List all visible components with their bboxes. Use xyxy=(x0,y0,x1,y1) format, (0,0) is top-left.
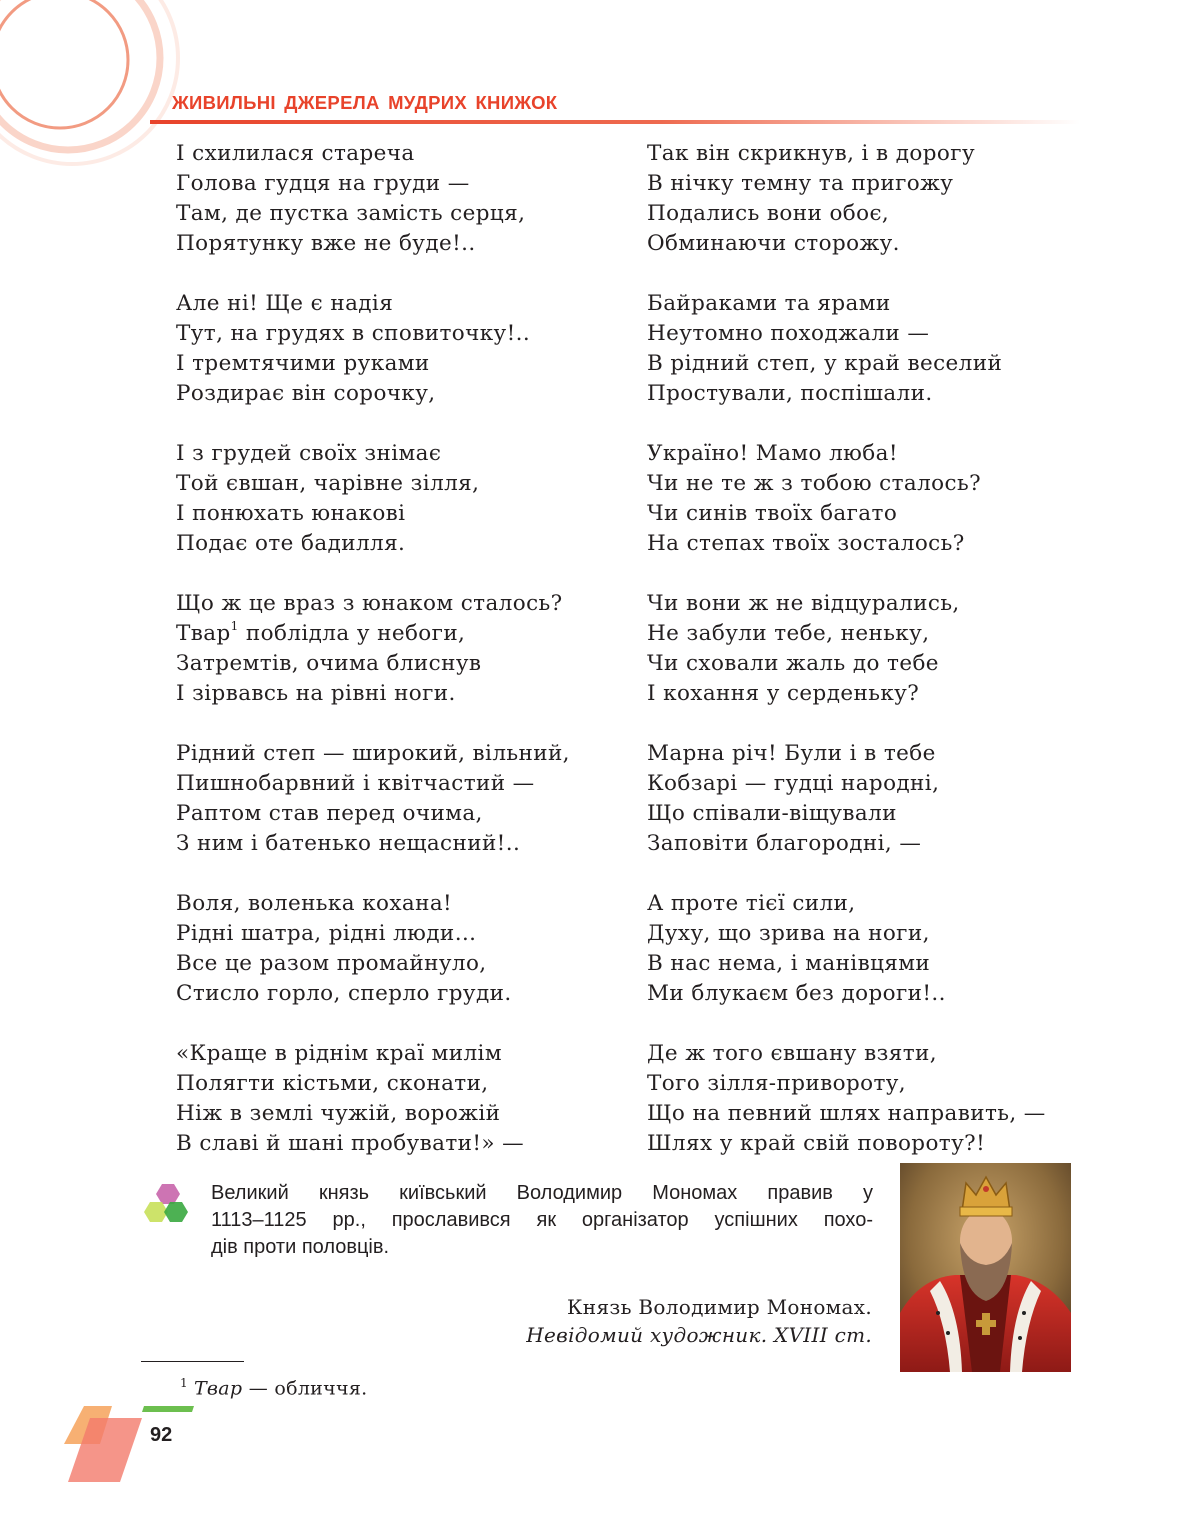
stanza xyxy=(176,139,626,259)
poem-line: Заповіти благородні, — xyxy=(647,831,922,856)
poem-line: Марна річ! Були і в тебе xyxy=(647,741,936,766)
poem-line: В славі й шані пробувати!» — xyxy=(176,1131,525,1156)
poem-line: Україно! Мамо люба! xyxy=(647,441,898,466)
poem-line: І кохання у серденьку? xyxy=(647,681,920,706)
poem-line: Воля, воленька кохана! xyxy=(176,891,453,916)
poem-line: В нас нема, і манівцями xyxy=(647,951,931,976)
stanza xyxy=(176,589,626,709)
poem-column-left xyxy=(176,139,626,1189)
poem-line: Подались вони обоє, xyxy=(647,201,890,226)
poem-line: На степах твоїх зосталось? xyxy=(647,531,965,556)
footnote-number: 1 xyxy=(180,1376,188,1390)
poem-line: Духу, що зрива на ноги, xyxy=(647,921,930,946)
note-line: 1113–1125 рр., прославився як організатор успішних похо- xyxy=(211,1209,873,1231)
poem-line: Подає оте бадилля. xyxy=(176,531,406,556)
footnote-definition: — обличчя. xyxy=(242,1377,368,1400)
poem-line: І з грудей своїх знімає xyxy=(176,441,442,466)
poem-line: Байраками та ярами xyxy=(647,291,891,316)
stanza xyxy=(176,739,626,859)
poem-line: В нічку темну та пригожу xyxy=(647,171,954,196)
poem-line: Але ні! Ще є надія xyxy=(176,291,394,316)
poem-line-rest: поблідла у небоги, xyxy=(238,621,466,646)
header-arc-decoration xyxy=(0,0,200,170)
poem-line: Того зілля-привороту, xyxy=(647,1071,907,1096)
poem-line: Так він скрикнув, і в дорогу xyxy=(647,141,975,166)
note-line: Великий князь київський Володимир Мономах правив у xyxy=(211,1182,873,1204)
poem-line: В рідний степ, у край веселий xyxy=(647,351,1003,376)
poem-line: Шлях у край свій повороту?! xyxy=(647,1131,986,1156)
hexagon-cluster-icon xyxy=(140,1182,206,1230)
footnoted-word: Твар xyxy=(176,621,231,646)
poem-line: Порятунку вже не буде!.. xyxy=(176,231,476,256)
poem-line: Пишнобарвний і квітчастий — xyxy=(176,771,535,796)
poem-line: «Краще в ріднім краї милім xyxy=(176,1041,502,1066)
poem-line: А проте тієї сили, xyxy=(647,891,856,916)
poem-line: З ним і батенько нещасний!.. xyxy=(176,831,521,856)
stanza xyxy=(647,1039,1097,1159)
poem-column-right xyxy=(647,139,1097,1189)
footnote-rule xyxy=(141,1361,244,1362)
poem-line: Тут, на грудях в сповиточку!.. xyxy=(176,321,531,346)
history-note xyxy=(211,1180,873,1261)
poem-line: І понюхать юнакові xyxy=(176,501,406,526)
stanza xyxy=(176,289,626,409)
poem-line: Там, де пустка замість серця, xyxy=(176,201,526,226)
caption-title: Князь Володимир Мономах. xyxy=(567,1295,872,1319)
footnote xyxy=(180,1370,368,1401)
poem-line: Ніж в землі чужій, ворожій xyxy=(176,1101,501,1126)
poem-line: Стисло горло, сперло груди. xyxy=(176,981,512,1006)
poem-line: Раптом став перед очима, xyxy=(176,801,483,826)
poem-line: Ми блукаєм без дороги!.. xyxy=(647,981,946,1006)
poem-line: Кобзарі — гудці народні, xyxy=(647,771,940,796)
poem-line: Той євшан, чарівне зілля, xyxy=(176,471,480,496)
poem-line: Неутомно походжали — xyxy=(647,321,930,346)
footnote-term: Твар xyxy=(193,1377,243,1400)
stanza xyxy=(647,139,1097,259)
stanza xyxy=(647,889,1097,1009)
poem-line: Обминаючи сторожу. xyxy=(647,231,900,256)
poem-line: Чи не те ж з тобою сталось? xyxy=(647,471,982,496)
portrait-caption xyxy=(420,1293,872,1349)
poem-line: Що співали-віщували xyxy=(647,801,897,826)
stanza xyxy=(176,439,626,559)
poem-line: Простували, поспішали. xyxy=(647,381,933,406)
poem-line: І схилилася стареча xyxy=(176,141,415,166)
note-line: дів проти половців. xyxy=(211,1236,390,1258)
poem-line: Чи синів твоїх багато xyxy=(647,501,898,526)
poem-line-with-footnote xyxy=(176,619,626,649)
poem-line: І тремтячими руками xyxy=(176,351,430,376)
stanza xyxy=(647,439,1097,559)
stanza xyxy=(176,1039,626,1159)
poem-line: І зірвавсь на рівні ноги. xyxy=(176,681,456,706)
poem-line: Затремтів, очима блиснув xyxy=(176,651,482,676)
poem-line: Все це разом промайнуло, xyxy=(176,951,487,976)
stanza xyxy=(647,289,1097,409)
header-rule xyxy=(150,120,1080,124)
page-number: 92 xyxy=(150,1424,173,1446)
poem-line: Рідні шатра, рідні люди… xyxy=(176,921,477,946)
stanza xyxy=(647,739,1097,859)
poem-line: Що на певний шлях направить, — xyxy=(647,1101,1046,1126)
monarch-portrait xyxy=(900,1163,1071,1372)
section-header: ЖИВИЛЬНІ ДЖЕРЕЛА МУДРИХ КНИЖОК xyxy=(172,92,558,113)
page-corner-decoration xyxy=(60,1400,200,1485)
caption-credit: Невідомий художник. XVIII ст. xyxy=(526,1323,872,1347)
stanza xyxy=(176,889,626,1009)
stanza xyxy=(647,589,1097,709)
poem-line: Голова гудця на груди — xyxy=(176,171,470,196)
poem-line: Не забули тебе, неньку, xyxy=(647,621,930,646)
poem-line: Чи сховали жаль до тебе xyxy=(647,651,939,676)
poem-line: Рідний степ — широкий, вільний, xyxy=(176,741,570,766)
poem-line: Що ж це враз з юнаком сталось? xyxy=(176,591,563,616)
poem-line: Чи вони ж не відцурались, xyxy=(647,591,960,616)
poem-line: Полягти кістьми, сконати, xyxy=(176,1071,489,1096)
poem-line: Де ж того євшану взяти, xyxy=(647,1041,937,1066)
poem-line: Роздирає він сорочку, xyxy=(176,381,436,406)
footnote-marker: 1 xyxy=(230,618,239,633)
